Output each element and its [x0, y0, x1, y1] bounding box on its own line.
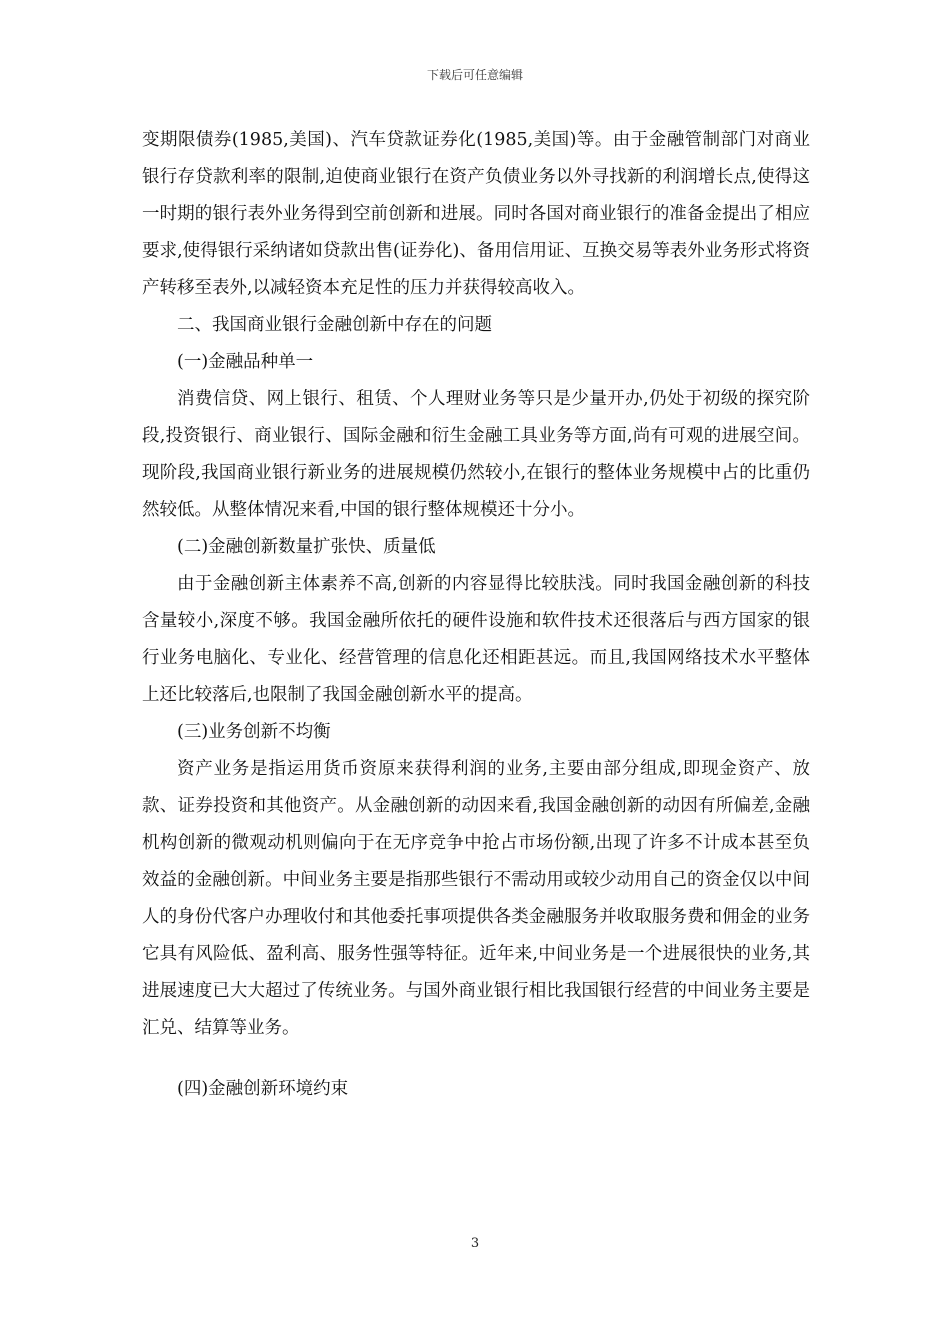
subsection-heading-4: (四)金融创新环境约束 [177, 1079, 349, 1099]
subsection-heading-3: (三)业务创新不均衡 [177, 722, 331, 742]
page-header: 下载后可任意编辑 [426, 68, 523, 82]
page-number: 3 [470, 1236, 480, 1251]
body-paragraph: 由于金融创新主体素养不高,创新的内容显得比较肤浅。同时我国金融创新的科技含量较小,深度不够。我国金融所依托的硬件设施和软件技术还很落后与西方国家的银行业务电脑化、专业化、经营管理的信息化还相距甚远。而且,我国网络技术水平整体上还比较落后,也限制了我国金融创新水平的提高。 [142, 574, 810, 705]
subsection-heading-1: (一)金融品种单一 [177, 352, 314, 372]
body-paragraph: 资产业务是指运用货币资原来获得利润的业务,主要由部分组成,即现金资产、放款、证券投资和其他资产。从金融创新的动因来看,我国金融创新的动因有所偏差,金融机构创新的微观动机则偏向于在无序竞争中抢占市场份额,出现了许多不计成本甚至负效益的金融创新。中间业务主要是指那些银行不需动用或较少动用自己的资金仅以中间人的身份代客户办理收付和其他委托事项提供各类金融服务并收取服务费和佣金的业务它具有风险低、盈利高、服务性强等特征。近年来,中间业务是一个进展很快的业务,其进展速度已大大超过了传统业务。与国外商业银行相比我国银行经营的中间业务主要是汇兑、结算等业务。 [142, 759, 810, 1038]
paragraph-gap [142, 1047, 810, 1071]
body-paragraph-continuation: 变期限债券(1985,美国)、汽车贷款证券化(1985,美国)等。由于金融管制部门对商业银行存贷款利率的限制,迫使商业银行在资产负债业务以外寻找新的利润增长点,使得这一时期的银行表外业务得到空前创新和进展。同时各国对商业银行的准备金提出了相应要求,使得银行采纳诸如贷款出售(证券化)、备用信用证、互换交易等表外业务形式将资产转移至表外,以减轻资本充足性的压力并获得较高收入。 [142, 130, 810, 298]
document-body [142, 122, 810, 1108]
body-paragraph: 消费信贷、网上银行、租赁、个人理财业务等只是少量开办,仍处于初级的探究阶段,投资银行、商业银行、国际金融和衍生金融工具业务等方面,尚有可观的进展空间。现阶段,我国商业银行新业务的进展规模仍然较小,在银行的整体业务规模中占的比重仍然较低。从整体情况来看,中国的银行整体规模还十分小。 [142, 389, 810, 520]
subsection-heading-2: (二)金融创新数量扩张快、质量低 [177, 537, 436, 557]
section-heading-2: 二、我国商业银行金融创新中存在的问题 [177, 315, 492, 335]
